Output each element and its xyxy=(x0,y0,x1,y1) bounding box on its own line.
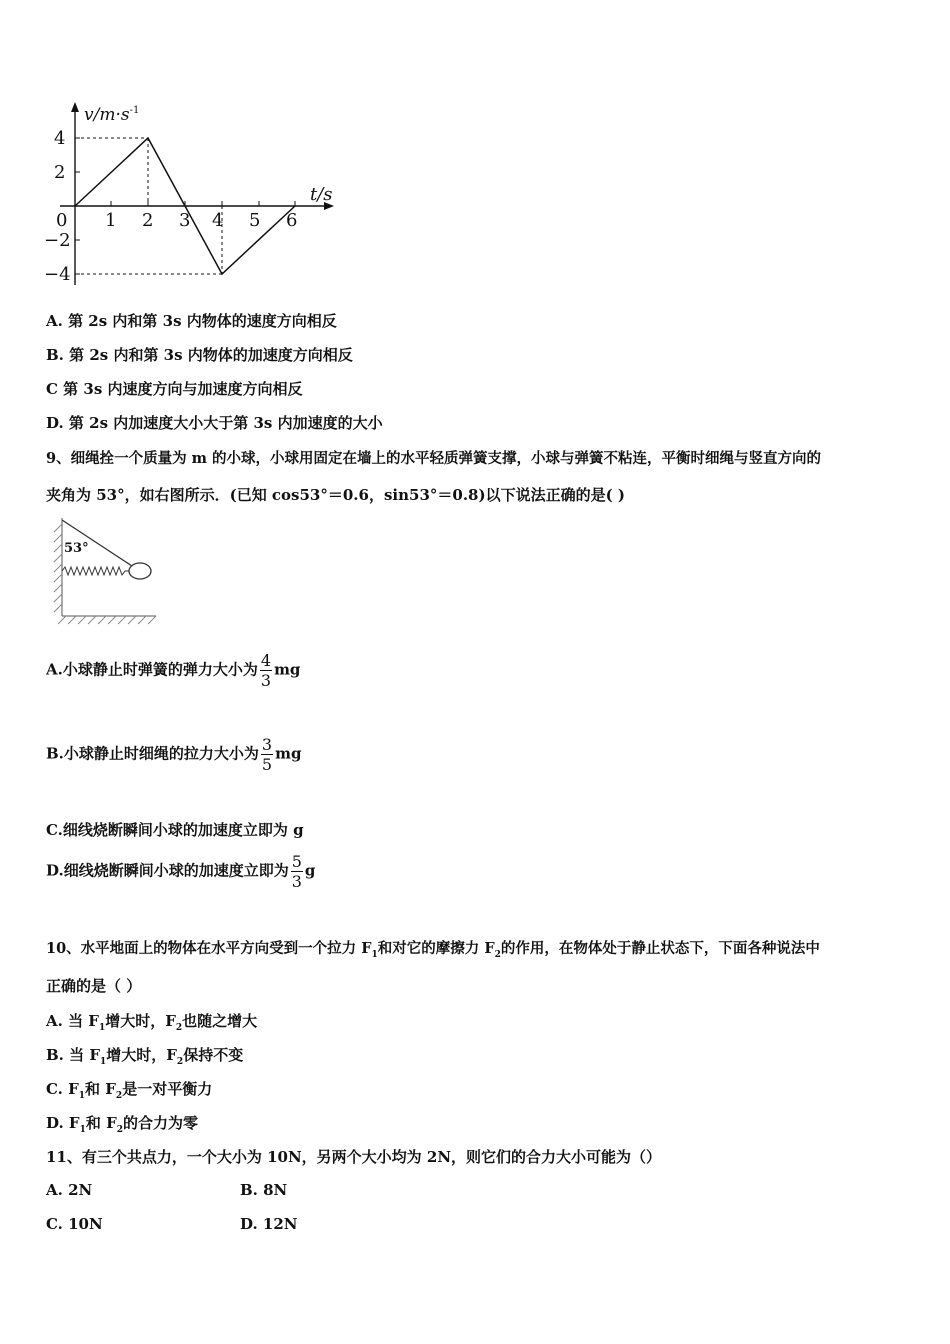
q10-option-b: B. 当 $F_1$增大时，$F_2$保持不变 xyxy=(46,1046,244,1067)
q10-stem-line1: 10、水平地面上的物体在水平方向受到一个拉力 $F_1$和对它的摩擦力 $F_2$的作用，在物体处于静止状态下，下面各种说法中 xyxy=(46,940,820,960)
q10-option-c: C. $F_1$和 $F_2$是一对平衡力 xyxy=(46,1080,213,1101)
x-tick-5: 5 xyxy=(249,210,261,231)
q9-option-b: B.小球静止时细绳的拉力大小为 $\frac{3}{5}$ mg xyxy=(46,735,302,774)
q8-option-c: C 第 3s 内速度方向与加速度方向相反 xyxy=(46,380,303,398)
x-tick-0: 0 xyxy=(56,210,68,231)
q10-option-d: D. $F_1$和 $F_2$的合力为零 xyxy=(46,1114,198,1135)
q10-option-a: A. 当 $F_1$增大时，$F_2$也随之增大 xyxy=(46,1012,258,1033)
q9-option-d: D.细线烧断瞬间小球的加速度立即为 $\frac{5}{3}$ g xyxy=(46,852,316,891)
q11-option-d: D. 12N xyxy=(240,1215,298,1233)
q9-option-a: A.小球静止时弹簧的弹力大小为 $\frac{4}{3}$ mg xyxy=(46,651,301,690)
fraction-4-3: $\frac{4}{3}$ xyxy=(260,651,272,690)
q9-option-c: C.细线烧断瞬间小球的加速度立即为 g xyxy=(46,821,304,839)
x-tick-2: 2 xyxy=(142,210,154,231)
ball xyxy=(129,563,151,579)
q10-stem-line2: 正确的是（ ） xyxy=(46,977,142,995)
y-tick-neg4: −4 xyxy=(44,264,71,285)
spring-ball-figure xyxy=(46,514,161,629)
y-axis-label: $v/m\cdot s^{-1}$ xyxy=(84,105,140,125)
fraction-3-5: $\frac{3}{5}$ xyxy=(261,735,273,774)
x-tick-3: 3 xyxy=(179,210,191,231)
spring xyxy=(62,567,129,575)
q9-stem-line2: 夹角为 53°，如右图所示．(已知 cos53°＝0.6，sin53°＝0.8)以下说法正确的是( ) xyxy=(46,486,626,504)
y-tick-neg2: −2 xyxy=(44,230,71,251)
q9-stem-line1: 9、细绳拴一个质量为 m 的小球，小球用固定在墙上的水平轻质弹簧支撑，小球与弹簧不粘连，平衡时细绳与竖直方向的 xyxy=(46,450,822,467)
x-tick-1: 1 xyxy=(105,210,117,231)
velocity-time-graph xyxy=(40,100,350,290)
q11-option-b: B. 8N xyxy=(240,1181,288,1199)
y-axis-arrow xyxy=(71,102,79,112)
y-tick-4: 4 xyxy=(54,128,66,149)
angle-label: 53° xyxy=(64,541,89,556)
q11-option-c: C. 10N xyxy=(46,1215,103,1233)
fraction-5-3: $\frac{5}{3}$ xyxy=(291,852,302,891)
x-tick-6: 6 xyxy=(286,210,298,231)
q11-stem: 11、有三个共点力，一个大小为 10N，另两个大小均为 2N，则它们的合力大小可能为（） xyxy=(46,1148,662,1166)
q8-option-b: B. 第 2s 内和第 3s 内物体的加速度方向相反 xyxy=(46,346,353,364)
q8-option-d: D. 第 2s 内加速度大小大于第 3s 内加速度的大小 xyxy=(46,414,383,432)
x-tick-4: 4 xyxy=(212,210,224,231)
x-axis-label: t/s xyxy=(310,184,333,205)
q11-option-a: A. 2N xyxy=(46,1181,93,1199)
y-tick-2: 2 xyxy=(54,162,66,183)
q8-option-a: A. 第 2s 内和第 3s 内物体的速度方向相反 xyxy=(46,312,337,330)
